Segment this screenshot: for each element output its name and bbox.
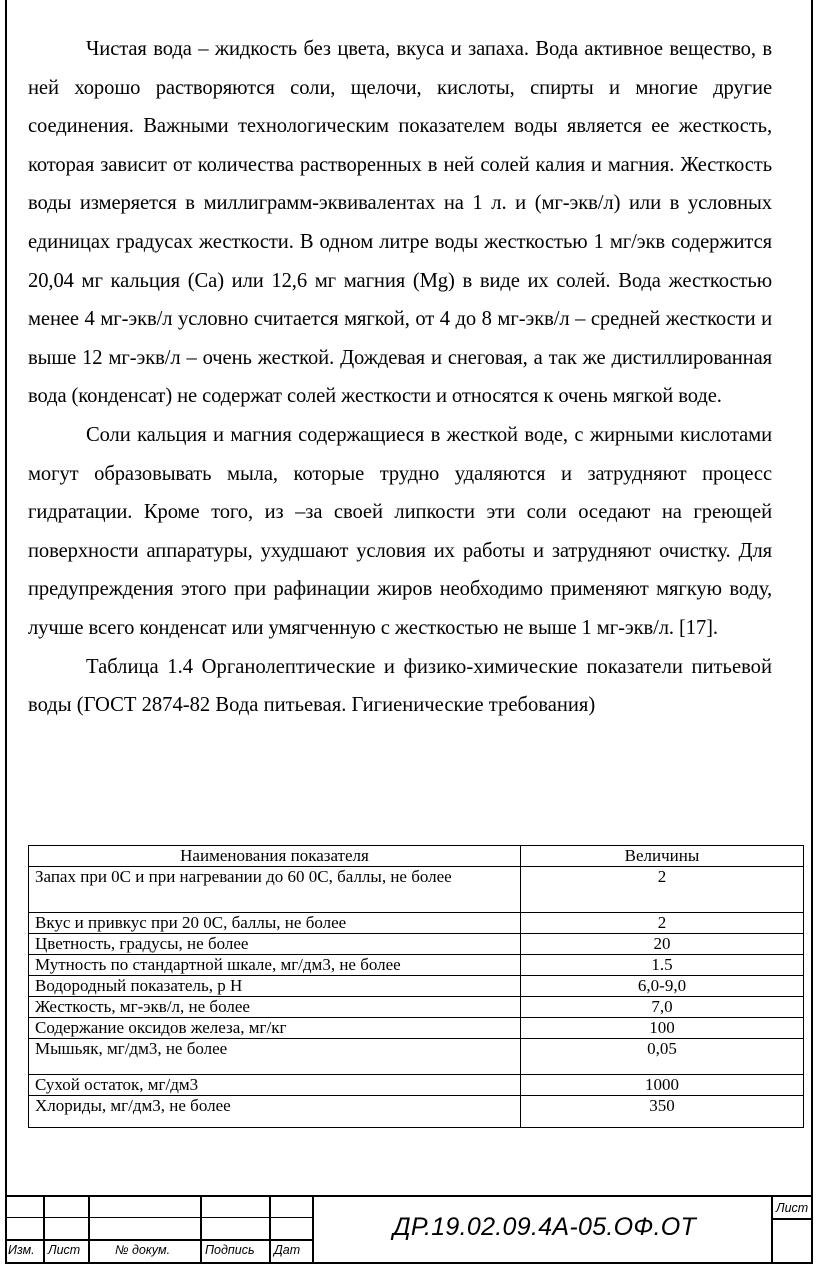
paragraph-calcium-magnesium: Соли кальция и магния содержащиеся в жесткой воде, с жирными кислотами могут образовывать мыла, которые трудно удаляются и затрудняют процесс гидратации. Кроме того, из –за своей липкости эти соли оседают на греющей поверхности аппаратуры, ухудшают условия их работы и затрудняют очистку. Для предупреждения этого при рафинации жиров необходимо применяют мягкую воду, лучше всего конденсат или умягченную с жесткостью не выше 1 мг-экв/л. [17]. bbox=[28, 423, 772, 639]
row-name: Цветность, градусы, не более bbox=[29, 934, 521, 955]
table-row bbox=[29, 1096, 804, 1128]
row-value: 350 bbox=[521, 1096, 804, 1128]
row-value: 20 bbox=[521, 934, 804, 955]
label-izm: Изм. bbox=[8, 1243, 35, 1257]
row-value: 1.5 bbox=[521, 955, 804, 976]
row-name: Жесткость, мг-экв/л, не более bbox=[29, 997, 521, 1018]
row-value: 0,05 bbox=[521, 1039, 804, 1075]
table-row bbox=[29, 1075, 804, 1096]
header-value: Величины bbox=[521, 846, 804, 867]
row-name: Вкус и привкус при 20 0С, баллы, не более bbox=[29, 913, 521, 934]
table-row bbox=[29, 934, 804, 955]
document-code: ДР.19.02.09.4А-05.ОФ.ОТ bbox=[393, 1213, 697, 1241]
label-date: Дат bbox=[274, 1243, 301, 1257]
row-value: 2 bbox=[521, 913, 804, 934]
row-value: 2 bbox=[521, 867, 804, 913]
table-row bbox=[29, 955, 804, 976]
table-row bbox=[29, 913, 804, 934]
table-row bbox=[29, 1039, 804, 1075]
document-body bbox=[28, 30, 772, 725]
label-list: Лист bbox=[48, 1243, 81, 1257]
label-doc-number: № докум. bbox=[115, 1243, 171, 1257]
row-name: Содержание оксидов железа, мг/кг bbox=[29, 1018, 521, 1039]
table-row bbox=[29, 867, 804, 913]
table-row bbox=[29, 976, 804, 997]
table-header-row bbox=[29, 846, 804, 867]
header-indicator-name: Наименования показателя bbox=[29, 846, 521, 867]
row-name: Хлориды, мг/дм3, не более bbox=[29, 1096, 521, 1128]
table-caption: Таблица 1.4 Органолептические и физико-химические показатели питьевой воды (ГОСТ 2874-82 Вода питьевая. Гигиенические требования) bbox=[28, 655, 772, 717]
paragraph-water-properties: Чистая вода – жидкость без цвета, вкуса и запаха. Вода активное вещество, в ней хорошо растворяются соли, щелочи, кислоты, спирты и многие другие соединения. Важными технологическим показателем воды является ее жесткость, которая зависит от количества растворенных в ней солей калия и магния. Жесткость воды измеряется в миллиграмм-эквивалентах на 1 л. и (мг-экв/л) или в условных единицах градусах жесткости. В одном литре воды жесткостью 1 мг/экв содержится 20,04 мг кальция (Са) или 12,6 мг магния (Mg) в виде их солей. Вода жесткостью менее 4 мг-экв/л условно считается мягкой, от 4 до 8 мг-экв/л – средней жесткости и выше 12 мг-экв/л – очень жесткой. Дождевая и снеговая, а так же дистиллированная вода (конденсат) не содержат солей жесткости и относятся к очень мягкой воде. bbox=[28, 38, 772, 408]
row-name: Сухой остаток, мг/дм3 bbox=[29, 1075, 521, 1096]
row-value: 6,0-9,0 bbox=[521, 976, 804, 997]
row-name: Запах при 0С и при нагревании до 60 0С, баллы, не более bbox=[29, 867, 521, 913]
water-quality-table bbox=[28, 845, 804, 1128]
title-block-stamp bbox=[5, 1195, 813, 1264]
row-value: 1000 bbox=[521, 1075, 804, 1096]
row-value: 100 bbox=[521, 1018, 804, 1039]
row-name: Мутность по стандартной шкале, мг/дм3, не более bbox=[29, 955, 521, 976]
label-sheet: Лист bbox=[776, 1201, 809, 1215]
table-row bbox=[29, 997, 804, 1018]
label-signature: Подпись bbox=[205, 1243, 255, 1257]
row-value: 7,0 bbox=[521, 997, 804, 1018]
row-name: Водородный показатель, р Н bbox=[29, 976, 521, 997]
row-name: Мышьяк, мг/дм3, не более bbox=[29, 1039, 521, 1075]
table-row bbox=[29, 1018, 804, 1039]
